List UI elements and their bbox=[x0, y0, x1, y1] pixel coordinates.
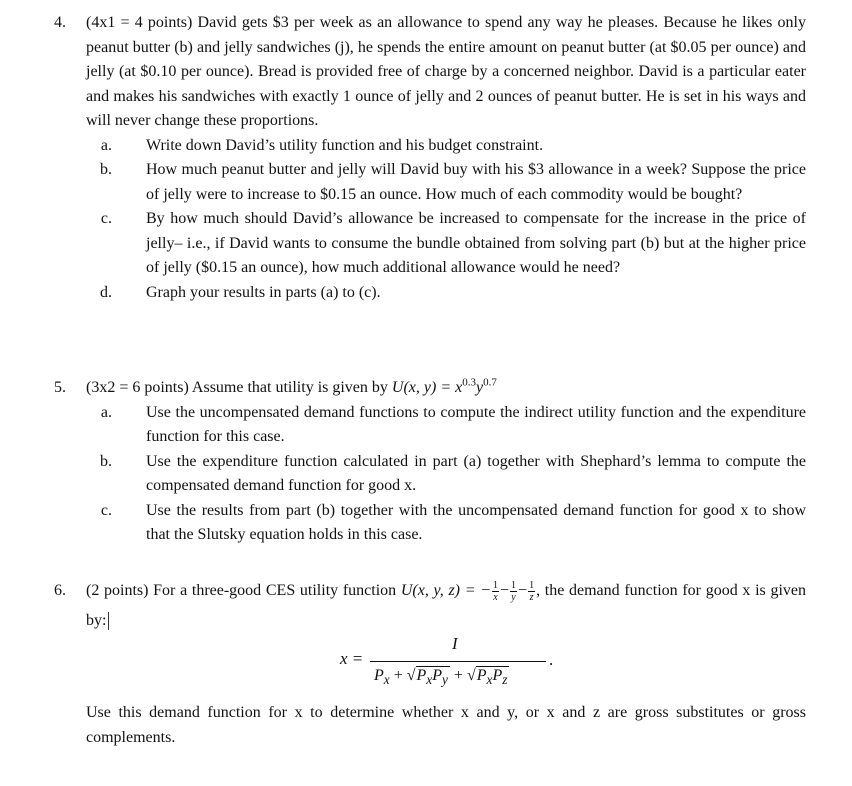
stem-text: (2 points) For a three-good CES utility function bbox=[86, 582, 401, 599]
part-text: By how much should David’s allowance be increased to compensate for the increase in the price of jelly– i.e., if David wants to consume the bundle obtained from solving part (b) but at the higher price of jelly ($0.15 an ounce), how much additional allowance would he need? bbox=[146, 210, 806, 276]
part-letter: c. bbox=[100, 501, 112, 519]
demand-function-formula bbox=[340, 632, 560, 702]
part-text: Use the results from part (b) together with the uncompensated demand function for good x to show that the Slutsky equation holds in this case. bbox=[146, 501, 806, 543]
base-y: y bbox=[475, 379, 484, 396]
question-6 bbox=[54, 576, 806, 636]
base-x: x bbox=[455, 379, 463, 396]
part-text: Write down David’s utility function and his budget constraint. bbox=[146, 136, 544, 154]
closing-text: Use this demand function for x to determine whether x and y, or x and z are gross substitutes or gross complements. bbox=[86, 704, 806, 746]
exponent-y: 0.7 bbox=[483, 376, 497, 389]
formula-denominator: $P_x + √P_xP_y + √P_xP_z$ bbox=[374, 667, 508, 688]
question-part bbox=[86, 499, 806, 548]
stem-text-suffix: , the demand function for good x is given by: bbox=[86, 582, 807, 629]
question-4 bbox=[54, 11, 806, 305]
part-letter: d. bbox=[100, 283, 112, 301]
part-letter: b. bbox=[100, 452, 112, 470]
question-part bbox=[86, 401, 806, 450]
part-letter: c. bbox=[100, 210, 112, 227]
question-part bbox=[86, 450, 806, 499]
text-cursor bbox=[108, 612, 109, 630]
part-text: Graph your results in parts (a) to (c). bbox=[146, 283, 381, 301]
fraction-one-over-y: $\frac{1}{y}$ bbox=[511, 579, 517, 603]
fraction-bar bbox=[370, 661, 546, 662]
fraction-one-over-z: $\frac{1}{z}$ bbox=[529, 579, 535, 603]
question-stem bbox=[86, 576, 806, 636]
part-letter: a. bbox=[100, 403, 112, 421]
ces-utility-function: U(x, y, z) = − bbox=[400, 582, 491, 599]
part-text: How much peanut butter and jelly will David buy with his $3 allowance in a week? Suppose the price of jelly were to increase to $0.15 an ounce. How much of each commodity would be bought? bbox=[146, 161, 806, 203]
question-6-closing bbox=[54, 701, 806, 750]
sqrt-icon: √ bbox=[406, 667, 416, 684]
question-stem: (4x1 = 4 points) David gets $3 per week as an allowance to spend any way he pleases. Because he likes only peanut butter (b) and jelly sandwiches (j), he spends the entire amount on peanut butter (at $0.05 per ounce) and jelly (at $0.10 per ounce). Bread is provided free of charge by a concerned neighbor. David is a particular eater and makes his sandwiches with exactly 1 ounce of jelly and 2 ounces of peanut butter. He is set in his ways and will never change these proportions. bbox=[86, 14, 806, 129]
question-stem bbox=[86, 376, 806, 401]
minus-sign: − bbox=[518, 582, 528, 599]
utility-function: U(x, y) = bbox=[391, 379, 456, 396]
formula-period: . bbox=[549, 650, 554, 669]
formula-lhs: x = bbox=[340, 649, 364, 668]
part-text: Use the expenditure function calculated in part (a) together with Shephard’s lemma to compute the compensated demand function for good x. bbox=[146, 452, 806, 494]
question-part bbox=[86, 281, 806, 306]
question-5 bbox=[54, 376, 806, 548]
part-letter: a. bbox=[100, 136, 112, 154]
formula-numerator: I bbox=[452, 634, 458, 653]
sqrt-icon: √ bbox=[466, 667, 476, 684]
stem-text: (3x2 = 6 points) Assume that utility is given by bbox=[86, 379, 392, 396]
question-number: 5. bbox=[54, 379, 66, 396]
exponent-x: 0.3 bbox=[462, 376, 476, 389]
question-part bbox=[86, 158, 806, 207]
question-number: 6. bbox=[54, 582, 66, 599]
question-part bbox=[86, 134, 806, 159]
part-text: Use the uncompensated demand functions to compute the indirect utility function and the expenditure function for this case. bbox=[146, 403, 806, 445]
question-part bbox=[86, 207, 806, 281]
fraction-one-over-x: $\frac{1}{x}$ bbox=[493, 579, 498, 603]
part-letter: b. bbox=[100, 161, 112, 178]
question-number: 4. bbox=[54, 14, 66, 31]
minus-sign: − bbox=[500, 582, 510, 599]
